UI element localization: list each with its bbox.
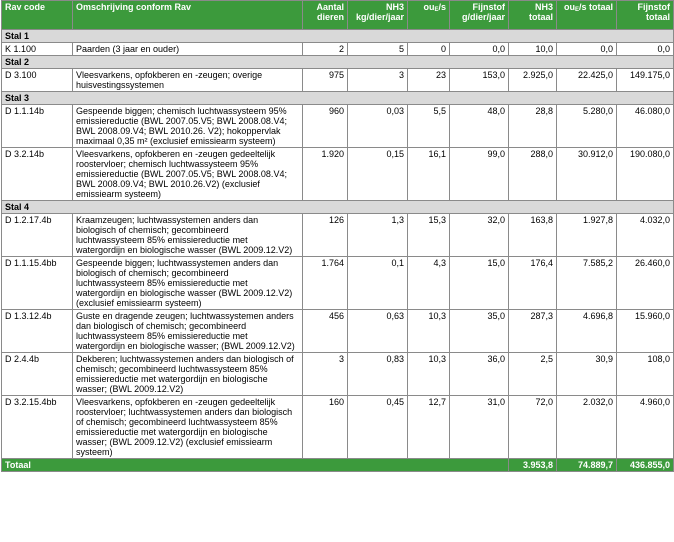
header-nh3-rate: NH3 kg/dier/jaar [348,1,408,30]
cell-omschrijving: Vleesvarkens, opfokberen en -zeugen; overige huisvestingssystemen [73,69,303,92]
cell-omschrijving: Paarden (3 jaar en ouder) [73,43,303,56]
cell-ou-rate: 15,3 [408,214,450,257]
cell-omschrijving: Kraamzeugen; luchtwassystemen anders dan biologisch of chemisch; gecombineerd luchtwassysteem 85% emissiereductie met watergordijn en biologische wasser (BWL 2009.12.V2) [73,214,303,257]
cell-ou-rate: 10,3 [408,353,450,396]
section-title: Stal 1 [2,30,674,43]
header-ou-total: ouE/s totaal [557,1,617,30]
cell-aantal: 1.764 [303,257,348,310]
cell-nh3-total: 176,4 [509,257,557,310]
cell-fijnstof-total: 4.960,0 [617,396,674,459]
cell-fijnstof-total: 46.080,0 [617,105,674,148]
cell-ou-rate: 16,1 [408,148,450,201]
cell-nh3-rate: 0,1 [348,257,408,310]
cell-nh3-total: 72,0 [509,396,557,459]
cell-omschrijving: Vleesvarkens, opfokberen en -zeugen gedeeltelijk roostervloer; chemisch luchtwassysteem 95% emissiereductie (BWL 2007.05.V5; BWL 2008.08.V4; BWL 2008.09.V4; BWL 2010.26.V2) (exclusief emissiearm systeem) [73,148,303,201]
total-label: Totaal [2,459,509,472]
section-row [2,92,674,105]
cell-ou-rate: 10,3 [408,310,450,353]
cell-aantal: 975 [303,69,348,92]
cell-fijnstof-total: 26.460,0 [617,257,674,310]
cell-nh3-rate: 0,83 [348,353,408,396]
table-row [2,69,674,92]
cell-aantal: 126 [303,214,348,257]
cell-ou-rate: 5,5 [408,105,450,148]
cell-nh3-total: 288,0 [509,148,557,201]
cell-nh3-rate: 5 [348,43,408,56]
cell-nh3-total: 10,0 [509,43,557,56]
cell-aantal: 3 [303,353,348,396]
cell-ou-total: 1.927,8 [557,214,617,257]
total-ou: 74.889,7 [557,459,617,472]
cell-fijnstof-total: 108,0 [617,353,674,396]
cell-nh3-total: 2.925,0 [509,69,557,92]
cell-aantal: 456 [303,310,348,353]
total-fijnstof: 436.855,0 [617,459,674,472]
cell-nh3-rate: 1,3 [348,214,408,257]
cell-fijnstof-total: 15.960,0 [617,310,674,353]
table-row [2,257,674,310]
section-row [2,56,674,69]
cell-aantal: 1.920 [303,148,348,201]
cell-nh3-total: 163,8 [509,214,557,257]
cell-fijnstof-rate: 99,0 [450,148,509,201]
cell-rav-code: D 1.1.14b [2,105,73,148]
cell-fijnstof-rate: 153,0 [450,69,509,92]
header-nh3-total: NH3 totaal [509,1,557,30]
header-fijnstof-total: Fijnstof totaal [617,1,674,30]
table-row [2,148,674,201]
table-row [2,396,674,459]
cell-aantal: 2 [303,43,348,56]
cell-ou-rate: 23 [408,69,450,92]
cell-ou-rate: 12,7 [408,396,450,459]
cell-nh3-rate: 0,15 [348,148,408,201]
cell-fijnstof-rate: 32,0 [450,214,509,257]
cell-omschrijving: Vleesvarkens, opfokberen en -zeugen gedeeltelijk roostervloer; luchtwassystemen anders dan biologisch of chemisch; gecombineerd luchtwassysteem 85% emissiereductie met watergordijn en biologische wasser; (BWL 2009.12.V2) (exclusief emissiearm systeem) [73,396,303,459]
emission-table [1,0,674,472]
cell-fijnstof-total: 190.080,0 [617,148,674,201]
cell-ou-total: 0,0 [557,43,617,56]
cell-fijnstof-rate: 48,0 [450,105,509,148]
cell-omschrijving: Guste en dragende zeugen; luchtwassystemen anders dan biologisch of chemisch; gecombineerd luchtwassysteem 85% emissiereductie met watergordijn en biologische wasser; (BWL 2009.12.V2) [73,310,303,353]
cell-omschrijving: Gespeende biggen; luchtwassystemen anders dan biologisch of chemisch; gecombineerd luchtwassysteem 85% emissiereductie met watergordijn en biologische wasser (BWL 2009.12.V2) (exclusief emissiearm systeem) [73,257,303,310]
total-row [2,459,674,472]
cell-fijnstof-rate: 15,0 [450,257,509,310]
cell-aantal: 160 [303,396,348,459]
cell-ou-total: 7.585,2 [557,257,617,310]
cell-rav-code: D 3.100 [2,69,73,92]
section-title: Stal 2 [2,56,674,69]
section-title: Stal 4 [2,201,674,214]
header-omschrijving: Omschrijving conform Rav [73,1,303,30]
cell-fijnstof-rate: 0,0 [450,43,509,56]
cell-fijnstof-total: 4.032,0 [617,214,674,257]
cell-fijnstof-rate: 35,0 [450,310,509,353]
header-row [2,1,674,30]
cell-nh3-rate: 0,45 [348,396,408,459]
cell-nh3-total: 2,5 [509,353,557,396]
cell-omschrijving: Dekberen; luchtwassystemen anders dan biologisch of chemisch; gecombineerd luchtwassysteem 85% emissiereductie met watergordijn en biologische wasser; (BWL 2009.12.V2) [73,353,303,396]
cell-rav-code: K 1.100 [2,43,73,56]
cell-ou-total: 22.425,0 [557,69,617,92]
cell-ou-rate: 4,3 [408,257,450,310]
cell-rav-code: D 1.2.17.4b [2,214,73,257]
cell-ou-total: 2.032,0 [557,396,617,459]
cell-fijnstof-total: 0,0 [617,43,674,56]
table-row [2,214,674,257]
table-row [2,43,674,56]
table-row [2,353,674,396]
header-rav-code: Rav code [2,1,73,30]
cell-rav-code: D 1.3.12.4b [2,310,73,353]
header-aantal: Aantal dieren [303,1,348,30]
cell-fijnstof-rate: 36,0 [450,353,509,396]
cell-nh3-total: 287,3 [509,310,557,353]
section-row [2,30,674,43]
table-row [2,310,674,353]
cell-ou-total: 4.696,8 [557,310,617,353]
cell-nh3-total: 28,8 [509,105,557,148]
total-nh3: 3.953,8 [509,459,557,472]
section-row [2,201,674,214]
cell-rav-code: D 3.2.15.4bb [2,396,73,459]
section-title: Stal 3 [2,92,674,105]
table-row [2,105,674,148]
header-fijnstof-rate: Fijnstof g/dier/jaar [450,1,509,30]
cell-ou-rate: 0 [408,43,450,56]
header-ou-rate: ouE/s [408,1,450,30]
cell-rav-code: D 2.4.4b [2,353,73,396]
cell-fijnstof-rate: 31,0 [450,396,509,459]
cell-ou-total: 30.912,0 [557,148,617,201]
cell-nh3-rate: 0,03 [348,105,408,148]
cell-rav-code: D 3.2.14b [2,148,73,201]
cell-nh3-rate: 0,63 [348,310,408,353]
cell-nh3-rate: 3 [348,69,408,92]
cell-ou-total: 5.280,0 [557,105,617,148]
cell-ou-total: 30,9 [557,353,617,396]
cell-rav-code: D 1.1.15.4bb [2,257,73,310]
cell-aantal: 960 [303,105,348,148]
cell-omschrijving: Gespeende biggen; chemisch luchtwassysteem 95% emissiereductie (BWL 2007.05.V5; BWL 2008.08.V4; BWL 2008.09.V4; BWL 2010.26. V2); hokoppervlak maximaal 0,35 m² (exclusief emissiearm systeem) [73,105,303,148]
cell-fijnstof-total: 149.175,0 [617,69,674,92]
table-body [2,30,674,472]
